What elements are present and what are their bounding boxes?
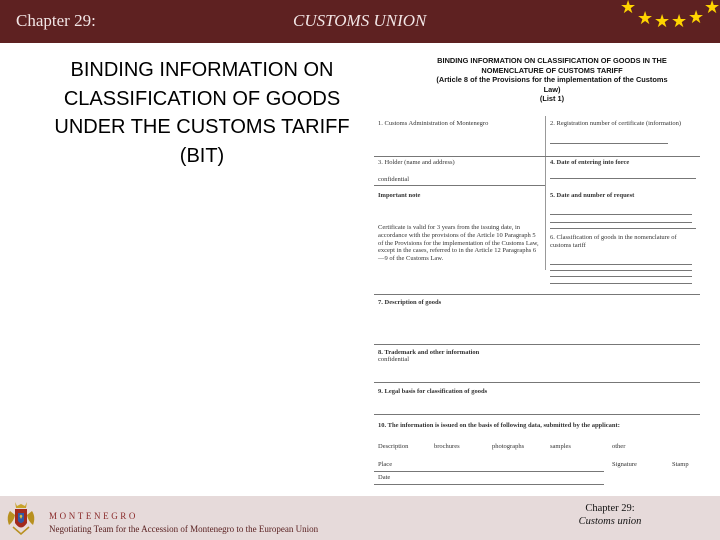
field-10-label: 10. The information is issued on the basis of following data, submitted by the applicant: <box>378 422 620 429</box>
footer-subtitle: Customs union <box>578 516 642 527</box>
field-2-label: 2. Registration number of certificate (information) <box>550 120 682 127</box>
date-label: Date <box>378 474 391 481</box>
field-1-label: 1. Customs Administration of Montenegro <box>378 120 489 127</box>
footer-bar <box>0 496 720 540</box>
stamp-label: Stamp <box>672 461 689 468</box>
form-heading-line: (List 1) <box>539 94 565 104</box>
star-icon: ★ <box>620 0 637 18</box>
option-samples: samples <box>550 443 571 450</box>
divider <box>550 222 692 223</box>
divider <box>550 178 696 179</box>
option-photographs: photographs <box>492 443 525 450</box>
star-icon: ★ <box>654 11 671 32</box>
divider <box>550 276 692 277</box>
slide-title: BINDING INFORMATION ON CLASSIFICATION OF GOODS UNDER THE CUSTOMS TARIFF (BIT) <box>54 59 350 167</box>
field-8-label: 8. Trademark and other information <box>378 349 480 356</box>
field-8-value: confidential <box>378 356 410 363</box>
footer-country: MONTENEGRO <box>49 511 138 521</box>
divider <box>374 414 700 415</box>
signature-label: Signature <box>612 461 637 468</box>
divider <box>374 471 604 472</box>
form-heading-line: NOMENCLATURE OF CUSTOMS TARIFF <box>481 65 623 75</box>
option-other: other <box>612 443 626 450</box>
divider <box>374 294 700 295</box>
form-heading-line: BINDING INFORMATION ON CLASSIFICATION OF GOODS IN THE <box>437 56 667 65</box>
star-icon: ★ <box>704 0 720 18</box>
star-icon: ★ <box>637 8 654 29</box>
option-brochures: brochures <box>434 443 460 450</box>
divider <box>550 270 692 271</box>
header-title: CUSTOMS UNION <box>293 11 427 30</box>
divider <box>374 344 700 345</box>
divider <box>374 156 700 157</box>
eu-stars <box>612 0 720 34</box>
coat-of-arms-icon <box>4 499 38 537</box>
divider <box>374 185 545 186</box>
star-icon: ★ <box>688 7 705 28</box>
divider <box>550 214 692 215</box>
divider <box>550 264 692 265</box>
field-5-label: 5. Date and number of request <box>550 192 635 199</box>
field-7-label: 7. Description of goods <box>378 299 442 306</box>
divider <box>550 228 696 229</box>
bit-form-document <box>374 54 700 488</box>
divider <box>374 484 604 485</box>
important-note-label: Important note <box>378 192 421 199</box>
form-heading-line: Law) <box>543 84 561 94</box>
form-heading <box>400 56 704 104</box>
header-chapter: Chapter 29: <box>16 11 96 30</box>
header-bar <box>0 0 720 43</box>
divider <box>550 143 668 144</box>
footer-team: Negotiating Team for the Accession of Montenegro to the European Union <box>49 524 319 534</box>
field-9-label: 9. Legal basis for classification of goods <box>378 388 488 395</box>
validity-note: Certificate is valid for 3 years from the issuing date, in accordance with the provisions of the Article 10 Paragraph 5 of the Provisions for the implementation of the Customs Law, except in the cases, referred to in the Article 12 Paragraphs 6—9 of the Customs Law. <box>378 224 539 263</box>
field-4-label: 4. Date of entering into force <box>550 159 630 166</box>
field-3-label: 3. Holder (name and address) <box>378 159 455 166</box>
option-description: Description <box>378 443 409 450</box>
divider <box>374 382 700 383</box>
form-heading-line: (Article 8 of the Provisions for the implementation of the Customs <box>436 75 668 85</box>
column-divider <box>545 116 546 270</box>
star-icon: ★ <box>671 11 688 32</box>
place-label: Place <box>378 461 393 468</box>
field-6-label: 6. Classification of goods in the nomenclature of customs tariff <box>550 234 677 249</box>
field-3-value: confidential <box>378 176 410 183</box>
footer-chapter: Chapter 29: <box>585 503 635 514</box>
divider <box>550 283 692 284</box>
